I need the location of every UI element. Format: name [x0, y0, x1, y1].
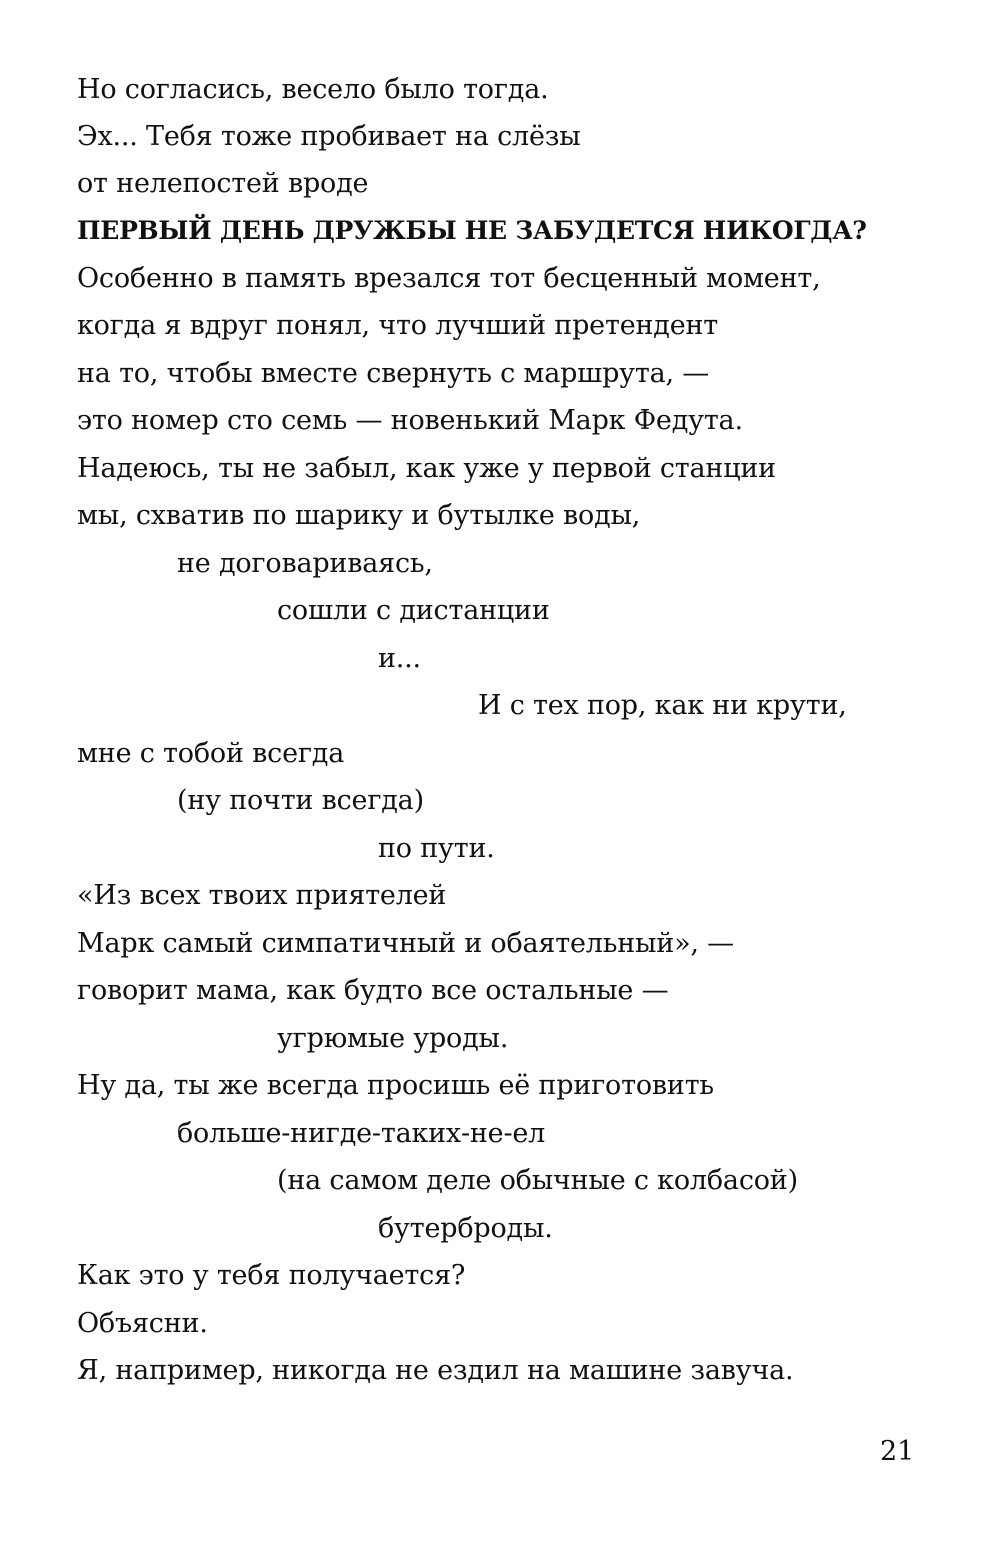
poem-line: (на самом деле обычные с колбасой) — [277, 1165, 798, 1196]
poem-line: на то, чтобы вместе свернуть с маршрута, — — [77, 358, 710, 389]
poem-line: (ну почти всегда) — [177, 785, 424, 816]
poem-line: больше-нигде-таких-не-ел — [177, 1118, 546, 1149]
poem-line: Но согласись, весело было тогда. — [77, 74, 549, 105]
poem-line: когда я вдруг понял, что лучший претендент — [77, 310, 719, 341]
page-number: 21 — [880, 1436, 915, 1467]
poem-line: Надеюсь, ты не забыл, как уже у первой станции — [77, 453, 776, 484]
poem-line: бутерброды. — [378, 1213, 553, 1244]
poem-line-heading: ПЕРВЫЙ ДЕНЬ ДРУЖБЫ НЕ ЗАБУДЕТСЯ НИКОГДА? — [77, 216, 867, 245]
poem-line: «Из всех твоих приятелей — [77, 880, 447, 911]
poem-line: Эх... Тебя тоже пробивает на слёзы — [77, 121, 581, 152]
poem-line: Объясни. — [77, 1308, 208, 1339]
poem-line: Марк самый симпатичный и обаятельный», — — [77, 928, 734, 959]
poem-line: Ну да, ты же всегда просишь её приготовить — [77, 1070, 714, 1101]
poem-line: и... — [378, 643, 421, 674]
poem-line: от нелепостей вроде — [77, 168, 369, 199]
poem-line: мы, схватив по шарику и бутылке воды, — [77, 500, 641, 531]
poem-line: мне с тобой всегда — [77, 738, 345, 769]
poem-line: И с тех пор, как ни крути, — [478, 690, 847, 721]
poem-line: Особенно в память врезался тот бесценный момент, — [77, 263, 821, 294]
poem-line: Я, например, никогда не ездил на машине завуча. — [77, 1355, 794, 1386]
poem-line: Как это у тебя получается? — [77, 1260, 466, 1291]
poem-line: по пути. — [378, 833, 495, 864]
poem-line: это номер сто семь — новенький Марк Федута. — [77, 405, 743, 436]
poem-line: говорит мама, как будто все остальные — — [77, 975, 669, 1006]
poem-line: сошли с дистанции — [277, 595, 550, 626]
poem-line: не договариваясь, — [177, 548, 433, 579]
poem-line: угрюмые уроды. — [277, 1023, 509, 1054]
